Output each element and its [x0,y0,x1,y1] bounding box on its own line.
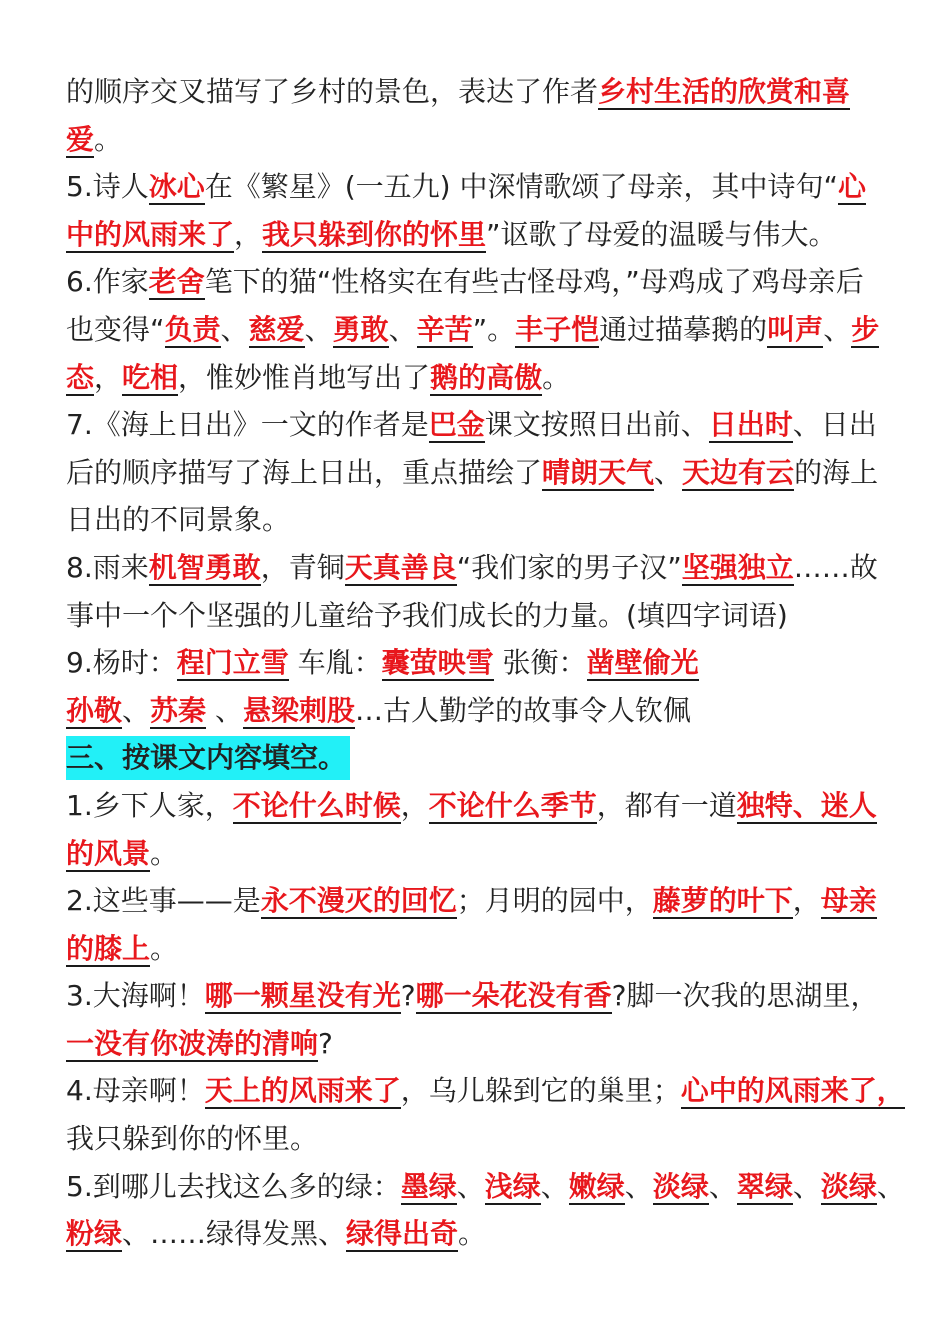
body-text: 7.《海上日出》一文的作者是 [66,408,429,442]
text-line [66,1163,905,1211]
answer-text: 心 [838,170,867,204]
body-text: 、 [220,312,249,346]
answer-text: 老舍 [148,265,205,299]
section-heading: 三、按课文内容填空。 [66,736,350,780]
text-line [66,1210,900,1258]
body-text: 。 [542,360,571,394]
answer-text: 鹅的高傲 [430,360,543,394]
body-text: 1.乡下人家， [66,788,233,822]
body-text: 车胤： [288,646,382,680]
answer-text: 晴朗天气 [542,455,655,489]
answer-text: 心中的风雨来了， [680,1074,905,1108]
body-text: 、 [876,1169,905,1203]
answer-text: 独特、迷人 [736,788,877,822]
text-line [66,925,900,973]
answer-text: 苏秦 [150,693,207,727]
body-text: 、 [388,312,417,346]
answer-text: 囊萤映雪 [381,646,494,680]
body-text: 的顺序交叉描写了乡村的景色，表达了作者 [66,75,599,108]
text-line [66,1115,900,1163]
answer-text: 慈爱 [248,312,305,346]
body-text: 笔下的猫“性格实在有些古怪母鸡，”母鸡成了鸡母亲后 [204,265,864,299]
answer-text: 负责 [164,312,221,346]
text-line [66,496,900,544]
body-text: 的海上 [794,455,879,489]
body-text: 6.作家 [66,265,149,299]
answer-text: 悬梁刺股 [242,693,355,727]
text-line [66,68,900,116]
answer-text: 天上的风雨来了 [204,1074,401,1108]
text-line [66,687,900,735]
answer-text: 藤萝的叶下 [652,884,793,918]
body-text: 。 [458,1217,487,1251]
body-text: ， [94,360,123,394]
answer-text: 坚强独立 [681,550,794,584]
answer-text: 绿得出奇 [346,1217,459,1251]
text-line [66,163,900,211]
answer-text: 粉绿 [66,1217,123,1251]
answer-text: 嫩绿 [568,1169,625,1203]
body-text: 、……绿得发黑、 [122,1217,347,1251]
text-line [66,211,900,259]
body-text: ；月明的园中， [456,884,653,918]
body-text: ， [792,884,821,918]
body-text: 、 [122,693,151,727]
answer-text: 中的风雨来了 [66,217,235,251]
text-line [66,877,900,925]
text-line [66,1067,905,1115]
answer-text: 叫声 [767,312,824,346]
text-line [66,592,900,640]
body-text: 。 [150,836,179,870]
body-text: ?脚一次我的思湖里， [611,979,879,1013]
answer-text: 的风景 [66,836,151,870]
text-line [66,972,900,1020]
body-text: ，乌儿躲到它的巢里； [400,1074,681,1108]
answer-text: 乡村生活的欣赏和喜 [598,75,851,108]
body-text: 2.这些事——是 [66,884,261,918]
answer-text: 墨绿 [400,1169,457,1203]
body-text: ”讴歌了母爱的温暖与伟大。 [486,217,837,251]
body-text: 、 [792,1169,821,1203]
answer-text: 勇敢 [332,312,389,346]
answer-text: 淡绿 [652,1169,709,1203]
answer-text: 日出时 [708,408,793,442]
body-text: 4.母亲啊！ [66,1074,205,1108]
body-text: 、 [540,1169,569,1203]
body-text: ? [400,979,416,1013]
body-text: …古人勤学的故事令人钦佩 [354,693,691,727]
answer-text: 翠绿 [736,1169,793,1203]
body-text: 张衡： [493,646,587,680]
text-line [66,306,900,354]
body-text: 、 [304,312,333,346]
text-line [66,782,900,830]
body-text: ，惟妙惟肖地写出了 [178,360,431,394]
answer-text: 不论什么季节 [428,788,597,822]
body-text: 8.雨来 [66,550,149,584]
body-text: 、 [708,1169,737,1203]
body-text: 5.到哪儿去找这么多的绿： [66,1169,401,1203]
answer-text: 辛苦 [416,312,473,346]
body-text: 我只躲到你的怀里。 [66,1122,319,1156]
answer-text: 吃相 [122,360,179,394]
answer-text: 爱 [66,122,95,156]
body-text: 、日出 [792,408,877,442]
answer-text: 的膝上 [66,931,151,965]
text-line [66,401,900,449]
body-text: 。 [150,931,179,965]
answer-text: 机智勇敢 [148,550,261,584]
body-text: 日出的不同景象。 [66,503,291,537]
text-line [66,354,900,402]
text-line [66,734,900,782]
answer-text: 哪一颗星没有光 [204,979,401,1013]
body-text: ， [400,788,429,822]
answer-text: 浅绿 [484,1169,541,1203]
body-text: 、 [456,1169,485,1203]
body-text: ， [234,217,263,251]
answer-text: 哪一朵花没有香 [415,979,612,1013]
text-line [66,449,900,497]
body-text: ”。 [472,312,516,346]
answer-text: 丰子恺 [515,312,600,346]
body-text: 事中一个个坚强的儿童给予我们成长的力量。(填四字词语) [66,598,788,632]
body-text: 3.大海啊！ [66,979,205,1013]
body-text: 。 [94,122,123,156]
answer-text: 孙敬 [66,693,123,727]
answer-text: 我只躲到你的怀里 [262,217,487,251]
body-text: ，都有一道 [596,788,737,822]
text-line [66,258,900,306]
answer-text: 步 [851,312,880,346]
body-text: 也变得“ [66,312,165,346]
body-text: 后的顺序描写了海上日出，重点描绘了 [66,455,543,489]
body-text: “我们家的男子汉” [456,550,682,584]
text-line [66,830,900,878]
body-text: ……故 [793,550,878,584]
answer-text: 天边有云 [682,455,795,489]
body-text: ? [318,1026,333,1060]
text-line [66,544,900,592]
answer-text: 永不漫灭的回忆 [260,884,457,918]
body-text: 通过描摹鹅的 [599,312,768,346]
body-text: 课文按照日出前、 [484,408,709,442]
body-text: 9.杨时： [66,646,177,680]
answer-text: 凿壁偷光 [586,646,699,680]
answer-text: 一没有你波涛的清响 [66,1026,319,1060]
body-text: 、 [624,1169,653,1203]
answer-text: 淡绿 [820,1169,877,1203]
body-text: 、 [206,693,243,727]
text-line [66,639,900,687]
answer-text: 态 [66,360,95,394]
answer-text: 不论什么时候 [232,788,401,822]
answer-text: 冰心 [148,170,205,204]
body-text: 、 [654,455,683,489]
answer-text: 母亲 [820,884,877,918]
body-text: 在《繁星》(一五九) 中深情歌颂了母亲，其中诗句“ [204,170,838,204]
text-line [66,116,900,164]
body-text: 、 [823,312,852,346]
answer-text: 巴金 [428,408,485,442]
answer-text: 天真善良 [344,550,457,584]
body-text: ，青铜 [260,550,345,584]
answer-text: 程门立雪 [176,646,289,680]
body-text: 5.诗人 [66,170,149,204]
text-line [66,1020,900,1068]
